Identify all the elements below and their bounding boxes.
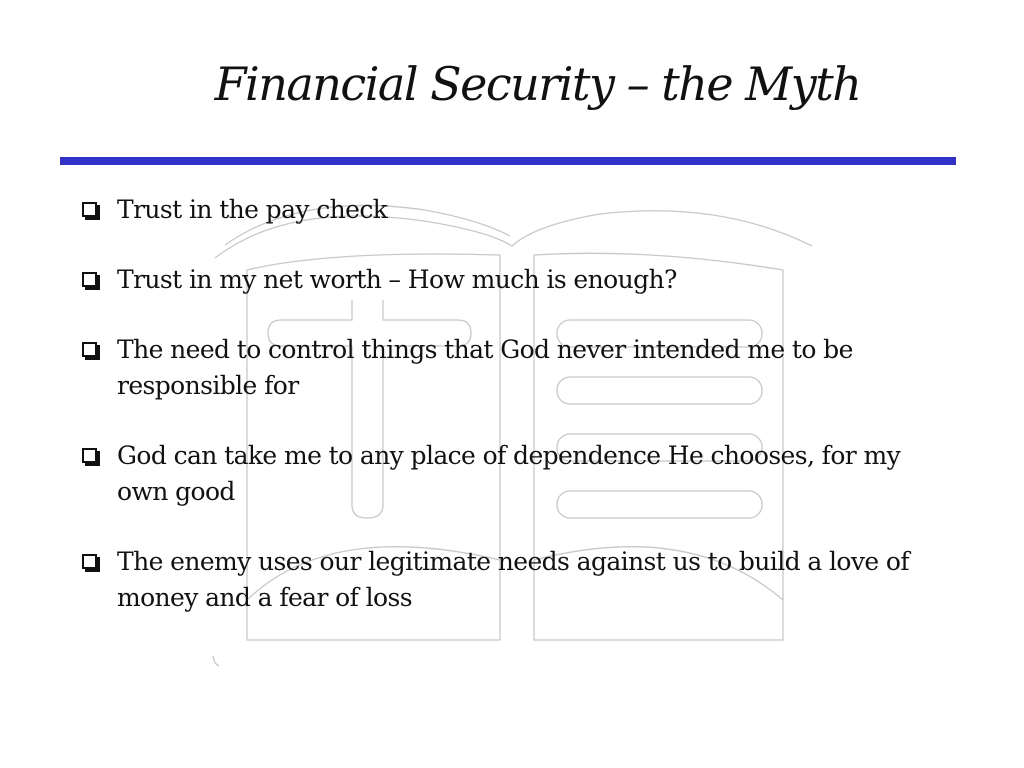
bullet-item: [80, 262, 940, 298]
bullet-item: [80, 192, 940, 228]
title-divider: [60, 157, 956, 165]
bullet-item: [80, 438, 940, 510]
checkbox-square-icon: [82, 202, 97, 217]
bullet-text: Trust in my net worth – How much is enough?: [117, 265, 677, 294]
bullet-text: The need to control things that God never intended me to be responsible for: [117, 335, 853, 400]
bullet-text: God can take me to any place of dependence He chooses, for my own good: [117, 441, 901, 506]
bullet-text: The enemy uses our legitimate needs against us to build a love of money and a fear of loss: [117, 547, 910, 612]
checkbox-square-icon: [82, 554, 97, 569]
bullet-item: [80, 544, 940, 616]
checkbox-square-icon: [82, 342, 97, 357]
bullet-text: Trust in the pay check: [117, 195, 388, 224]
bullet-list: [80, 192, 940, 650]
bullet-item: [80, 332, 940, 404]
checkbox-square-icon: [82, 272, 97, 287]
slide-title: Financial Security – the Myth: [214, 57, 861, 111]
checkbox-square-icon: [82, 448, 97, 463]
